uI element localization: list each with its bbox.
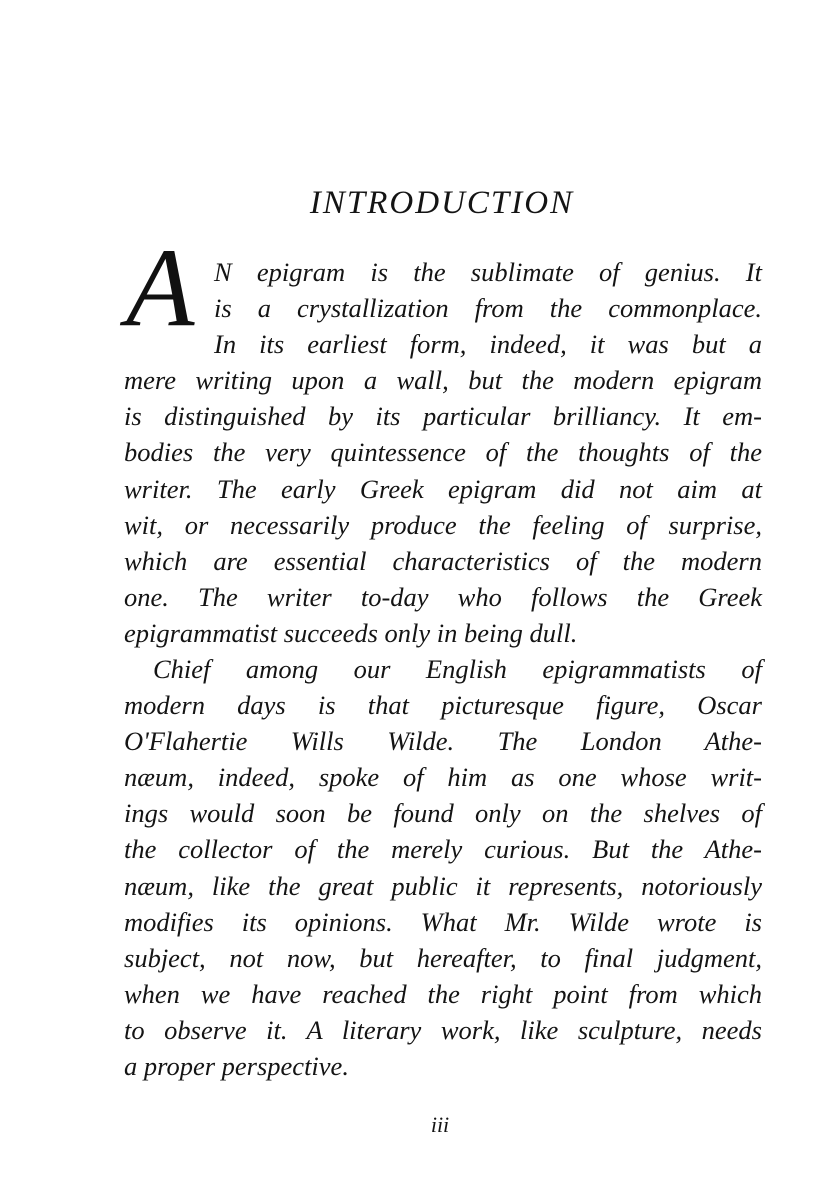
text-line: which are essential characteristics of the modern (124, 545, 762, 576)
text-line: næum, like the great public it represents, notoriously (124, 870, 762, 901)
text-line: is distinguished by its particular brilliancy. It em- (124, 401, 762, 432)
text-line: Chief among our English epigrammatists of (153, 654, 762, 684)
text-line: a proper perspective. (124, 1051, 349, 1082)
paragraph-2 (124, 651, 762, 1084)
text-line: mere writing upon a wall, but the modern epigram (124, 365, 762, 396)
text-line: to observe it. A literary work, like sculpture, needs (124, 1014, 762, 1045)
drop-cap-initial: A (126, 226, 195, 350)
page-title: INTRODUCTION (309, 185, 575, 221)
text-line: writer. The early Greek epigram did not aim at (124, 473, 762, 504)
text-line: subject, not now, but hereafter, to final judgment, (124, 942, 762, 973)
text-line: wit, or necessarily produce the feeling of surprise, (124, 509, 762, 540)
text-line: In its earliest form, indeed, it was but a (214, 329, 762, 360)
text-line: modern days is that picturesque figure, Oscar (124, 690, 762, 721)
text-line: O'Flahertie Wills Wilde. The London Athe- (124, 726, 762, 757)
text-line: the collector of the merely curious. But the Athe- (124, 834, 762, 865)
paragraph-1 (124, 254, 762, 651)
text-line: ings would soon be found only on the shelves of (124, 798, 762, 829)
text-line: næum, indeed, spoke of him as one whose writ- (124, 762, 762, 793)
text-line: epigrammatist succeeds only in being dull. (124, 617, 578, 648)
text-line: is a crystallization from the commonplace. (214, 293, 762, 324)
text-line: when we have reached the right point from which (124, 978, 762, 1009)
text-line: N epigram is the sublimate of genius. It (214, 257, 762, 287)
text-line: bodies the very quintessence of the thoughts of the (124, 437, 762, 468)
text-line: modifies its opinions. What Mr. Wilde wrote is (124, 906, 762, 937)
text-line: one. The writer to-day who follows the Greek (124, 581, 762, 612)
page-number: iii (430, 1112, 450, 1137)
